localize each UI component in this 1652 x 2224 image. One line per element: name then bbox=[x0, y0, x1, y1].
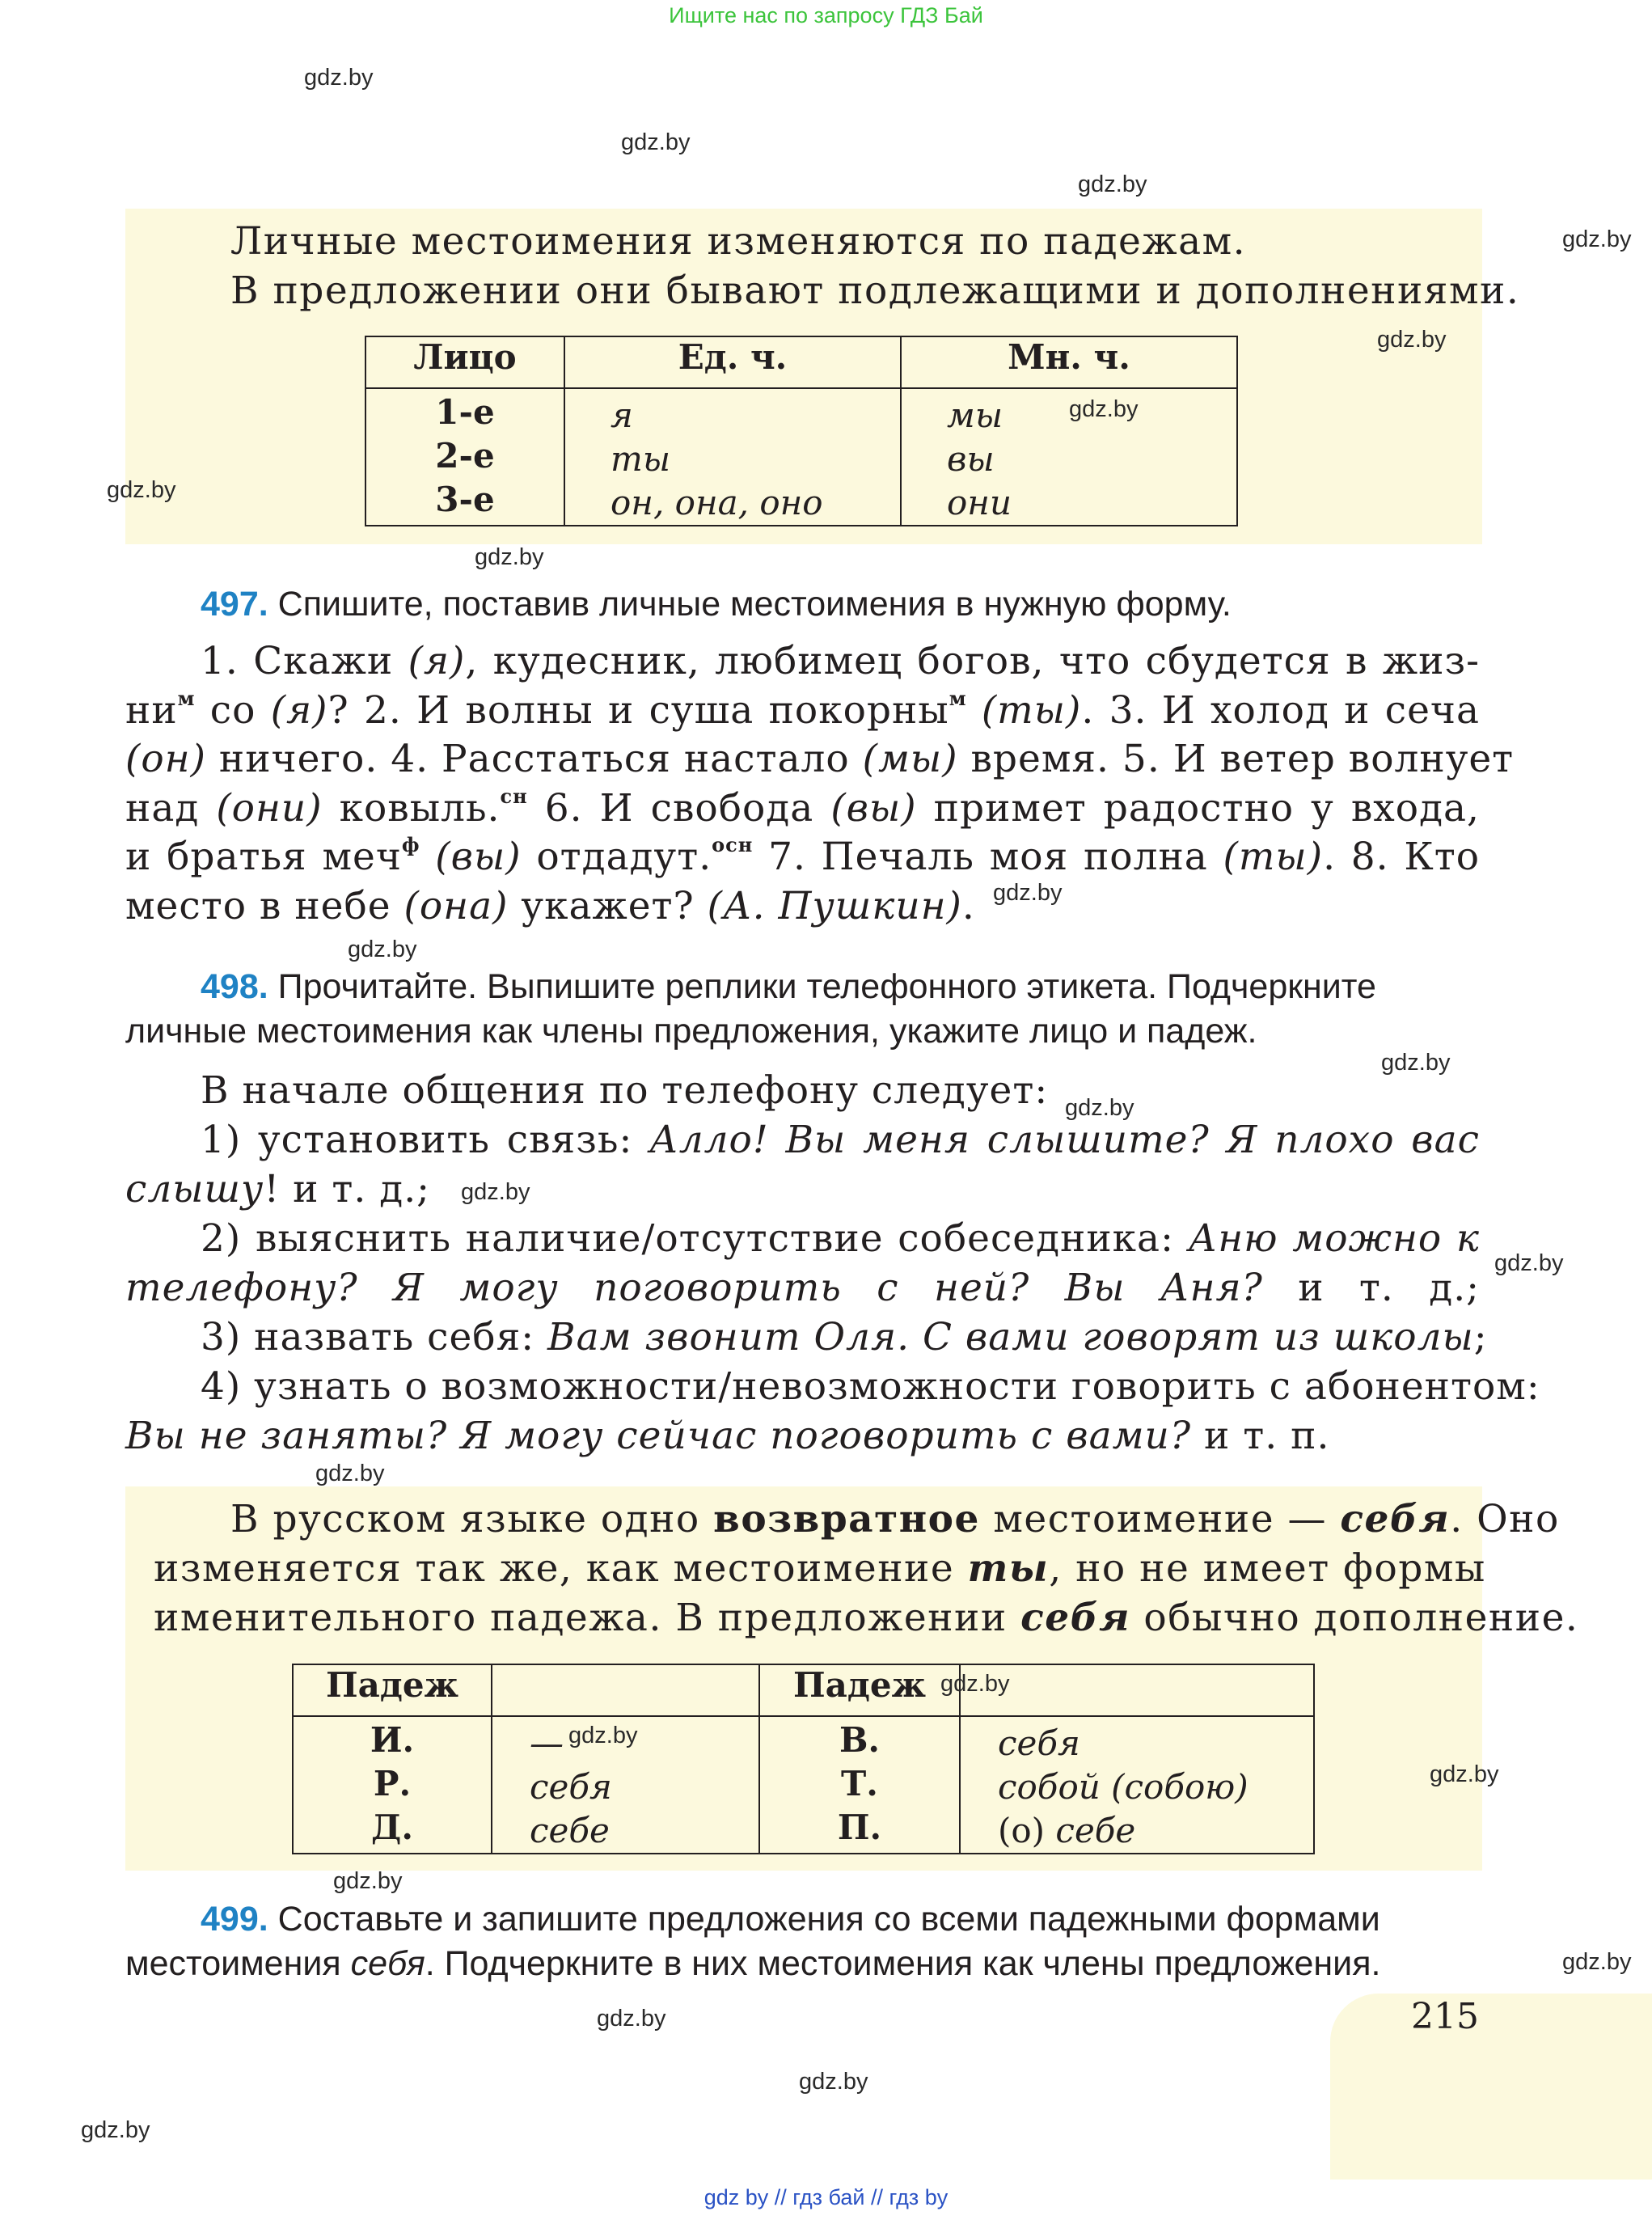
person-2: 2-е bbox=[435, 436, 495, 476]
text-segment: и братья меч bbox=[125, 835, 402, 879]
watermark[interactable]: gdz.by bbox=[461, 1179, 530, 1205]
text-segment: сн bbox=[500, 784, 528, 808]
text-segment: 1) установить связь: bbox=[201, 1118, 650, 1162]
text-segment: (я) bbox=[270, 687, 328, 733]
text-segment: и т. д.; bbox=[1262, 1266, 1480, 1310]
rule2-line-2 bbox=[154, 1544, 1486, 1593]
text-segment: время. 5. И ветер волнует bbox=[957, 737, 1515, 781]
exercise-498-number: 498. bbox=[201, 967, 268, 1006]
text-segment: укажет? bbox=[508, 883, 708, 928]
ex497-line-4 bbox=[125, 784, 1480, 833]
ex497-line-2 bbox=[125, 686, 1480, 735]
text-segment: (ты) bbox=[1223, 835, 1324, 879]
text-segment: 1. Скажи bbox=[201, 639, 408, 683]
text-segment: (А. Пушкин) bbox=[707, 883, 962, 928]
ex498-line-3 bbox=[125, 1165, 430, 1214]
exercise-498-task-line1 bbox=[201, 965, 1376, 1008]
cases-right-column: В. Т. П. bbox=[759, 1716, 960, 1854]
forms-right-column: себя собой (собою) (о) себе bbox=[960, 1716, 1314, 1854]
text-segment: местоимение — bbox=[979, 1497, 1341, 1541]
header-case-right: Падеж bbox=[759, 1664, 960, 1716]
ex498-line-1 bbox=[201, 1066, 1048, 1115]
text-segment: (мы) bbox=[862, 737, 958, 781]
watermark[interactable]: gdz.by bbox=[1377, 327, 1447, 353]
person-1: 1-е bbox=[435, 392, 495, 432]
watermark[interactable]: gdz.by bbox=[348, 937, 417, 962]
rule1-line2: В предложении они бывают подлежащими и дополнениями. bbox=[230, 268, 1520, 313]
text-segment: (она) bbox=[403, 883, 509, 928]
watermark[interactable]: gdz.by bbox=[333, 1868, 403, 1894]
text-segment: Алло! Вы меня слышите? Я плохо вас bbox=[649, 1118, 1480, 1162]
singular-3: он, она, оно bbox=[611, 483, 823, 522]
ex497-line-1 bbox=[201, 636, 1480, 686]
text-segment: ничего. 4. Расстаться настало bbox=[205, 737, 863, 781]
text-segment: ковыль. bbox=[322, 785, 501, 831]
text-segment: ? 2. И волны и суша покорны bbox=[327, 687, 949, 733]
text-segment: себя bbox=[1020, 1596, 1130, 1640]
text-segment: В начале общения по телефону следует: bbox=[201, 1068, 1049, 1113]
ex497-line-3 bbox=[125, 734, 1515, 784]
rule2-line-1 bbox=[230, 1495, 1560, 1544]
ex498-line-2 bbox=[201, 1115, 1480, 1165]
ex498-line-4 bbox=[201, 1214, 1480, 1263]
text-segment: телефону? Я могу поговорить с ней? Вы Аня? bbox=[125, 1266, 1263, 1310]
watermark[interactable]: gdz.by bbox=[475, 544, 544, 570]
text-segment: . 3. И холод и сеча bbox=[1081, 687, 1480, 733]
text-segment bbox=[967, 688, 982, 733]
watermark[interactable]: gdz.by bbox=[107, 477, 176, 503]
exercise-499-task-line2: местоимения себя. Подчеркните в них местоимения как члены предложения. bbox=[125, 1944, 1381, 1983]
ex498-line-8 bbox=[125, 1411, 1329, 1461]
page-corner-panel bbox=[1330, 1994, 1652, 2180]
text-segment: отдадут. bbox=[521, 835, 712, 879]
exercise-497-number: 497. bbox=[201, 585, 268, 624]
header-person: Лицо bbox=[365, 336, 564, 388]
text-segment: именительного падежа. В предложении bbox=[154, 1596, 1021, 1640]
text-segment: ! и т. д.; bbox=[264, 1167, 431, 1211]
watermark[interactable]: gdz.by bbox=[81, 2117, 150, 2143]
ex498-line-5 bbox=[125, 1263, 1480, 1313]
text-segment: . bbox=[961, 883, 975, 928]
watermark[interactable]: gdz.by bbox=[1430, 1761, 1499, 1787]
text-segment: и т. п. bbox=[1191, 1414, 1330, 1458]
bottom-site-links[interactable]: gdz by // гдз бай // гдз by bbox=[703, 2185, 949, 2209]
watermark[interactable]: gdz.by bbox=[1562, 226, 1632, 252]
watermark[interactable]: gdz.by bbox=[1494, 1250, 1564, 1276]
text-segment: (ты) bbox=[981, 687, 1082, 733]
watermark[interactable]: gdz.by bbox=[993, 880, 1063, 906]
ex498-line-6 bbox=[201, 1313, 1488, 1362]
text-segment: , кудесник, любимец богов, что сбудется в жиз- bbox=[465, 639, 1480, 683]
watermark[interactable]: gdz.by bbox=[1381, 1050, 1451, 1076]
singular-1: я bbox=[611, 395, 633, 435]
plural-2: вы bbox=[947, 439, 995, 479]
watermark[interactable]: gdz.by bbox=[1078, 171, 1147, 197]
personal-pronouns-table bbox=[365, 336, 1238, 526]
exercise-499-task-line1 bbox=[201, 1897, 1380, 1941]
watermark[interactable]: gdz.by bbox=[1069, 396, 1139, 422]
watermark[interactable]: gdz.by bbox=[621, 129, 691, 155]
text-segment: 4) узнать о возможности/невозможности говорить с абонентом: bbox=[201, 1364, 1540, 1409]
text-segment: себя bbox=[1340, 1497, 1451, 1541]
watermark[interactable]: gdz.by bbox=[940, 1671, 1010, 1697]
text-segment: 6. И свобода bbox=[527, 785, 831, 831]
watermark[interactable]: gdz.by bbox=[568, 1723, 638, 1748]
text-segment: (они) bbox=[216, 785, 323, 831]
person-column bbox=[365, 388, 564, 526]
text-segment: над bbox=[125, 785, 217, 831]
exercise-497-instruction: Спишите, поставив личные местоимения в нужную форму. bbox=[277, 585, 1232, 624]
header-empty bbox=[492, 1664, 759, 1716]
text-segment: (я) bbox=[408, 639, 466, 683]
text-segment: ; bbox=[1473, 1315, 1488, 1359]
text-segment: место в небе bbox=[125, 883, 404, 928]
watermark[interactable]: gdz.by bbox=[1562, 1949, 1632, 1975]
exercise-497-task bbox=[201, 582, 1232, 626]
top-search-note[interactable]: Ищите нас по запросу ГДЗ Бай bbox=[669, 3, 983, 27]
header-empty-2 bbox=[960, 1664, 1314, 1716]
singular-2: ты bbox=[611, 439, 671, 479]
text-segment bbox=[420, 835, 436, 879]
watermark[interactable]: gdz.by bbox=[304, 65, 374, 91]
text-segment: (вы) bbox=[435, 835, 522, 879]
text-segment: 2) выяснить наличие/отсутствие собеседника: bbox=[201, 1216, 1189, 1261]
watermark[interactable]: gdz.by bbox=[1065, 1095, 1134, 1121]
forms-left-column: — себя себе bbox=[492, 1716, 759, 1854]
header-singular: Ед. ч. bbox=[564, 336, 901, 388]
text-segment: . Оно bbox=[1450, 1497, 1560, 1541]
exercise-498-task-line2: личные местоимения как члены предложения, укажите лицо и падеж. bbox=[125, 1012, 1257, 1051]
ex497-line-6 bbox=[125, 882, 975, 931]
ex497-line-5 bbox=[125, 832, 1480, 882]
text-segment: ф bbox=[401, 833, 420, 856]
header-case-left: Падеж bbox=[293, 1664, 492, 1716]
text-segment: возвратное bbox=[713, 1497, 980, 1541]
plural-3: они bbox=[947, 483, 1012, 522]
rule1-line1: Личные местоимения изменяются по падежам. bbox=[230, 219, 1247, 264]
cases-left-column: И. Р. Д. bbox=[293, 1716, 492, 1854]
text-segment: . 8. Кто bbox=[1323, 835, 1480, 879]
text-segment: 3) назвать себя: bbox=[201, 1315, 548, 1359]
watermark[interactable]: gdz.by bbox=[799, 2069, 868, 2095]
text-segment: Вам звонит Оля. С вами говорят из школы bbox=[547, 1315, 1474, 1359]
text-segment: м bbox=[177, 686, 196, 710]
text-segment: слышу bbox=[125, 1167, 264, 1211]
text-segment: (вы) bbox=[830, 785, 917, 831]
text-segment: осн bbox=[712, 833, 754, 856]
text-segment: 7. Печаль моя полна bbox=[753, 835, 1223, 879]
text-segment: примет радостно у входа, bbox=[916, 785, 1480, 831]
watermark[interactable]: gdz.by bbox=[315, 1461, 385, 1486]
text-segment: Аню можно к bbox=[1188, 1216, 1480, 1261]
text-segment: м bbox=[949, 686, 967, 710]
page-number: 215 bbox=[1411, 1996, 1479, 2037]
person-3: 3-е bbox=[435, 480, 495, 519]
watermark[interactable]: gdz.by bbox=[597, 2006, 666, 2032]
header-plural: Мн. ч. bbox=[901, 336, 1237, 388]
exercise-498-instruction-1: Прочитайте. Выпишите реплики телефонного этикета. Подчеркните bbox=[277, 967, 1376, 1006]
text-segment: изменяется так же, как местоимение bbox=[154, 1546, 968, 1591]
text-segment: со bbox=[195, 687, 271, 733]
exercise-499-instruction-1: Составьте и запишите предложения со всеми падежными формами bbox=[277, 1900, 1380, 1939]
text-segment: ни bbox=[125, 687, 178, 733]
text-segment: , но не имеет формы bbox=[1049, 1546, 1486, 1591]
text-segment: Вы не заняты? Я могу сейчас поговорить с вами? bbox=[125, 1414, 1192, 1458]
text-segment: ты bbox=[967, 1546, 1050, 1591]
ex498-line-7 bbox=[201, 1362, 1540, 1411]
text-segment: В русском языке одно bbox=[230, 1497, 714, 1541]
plural-1: мы bbox=[947, 395, 1003, 435]
singular-column bbox=[564, 388, 901, 526]
reflexive-pronoun-table bbox=[292, 1664, 1315, 1854]
text-segment: обычно дополнение. bbox=[1130, 1596, 1579, 1640]
rule2-line-3 bbox=[154, 1593, 1578, 1643]
exercise-499-number: 499. bbox=[201, 1900, 268, 1939]
text-segment: (он) bbox=[125, 737, 206, 781]
